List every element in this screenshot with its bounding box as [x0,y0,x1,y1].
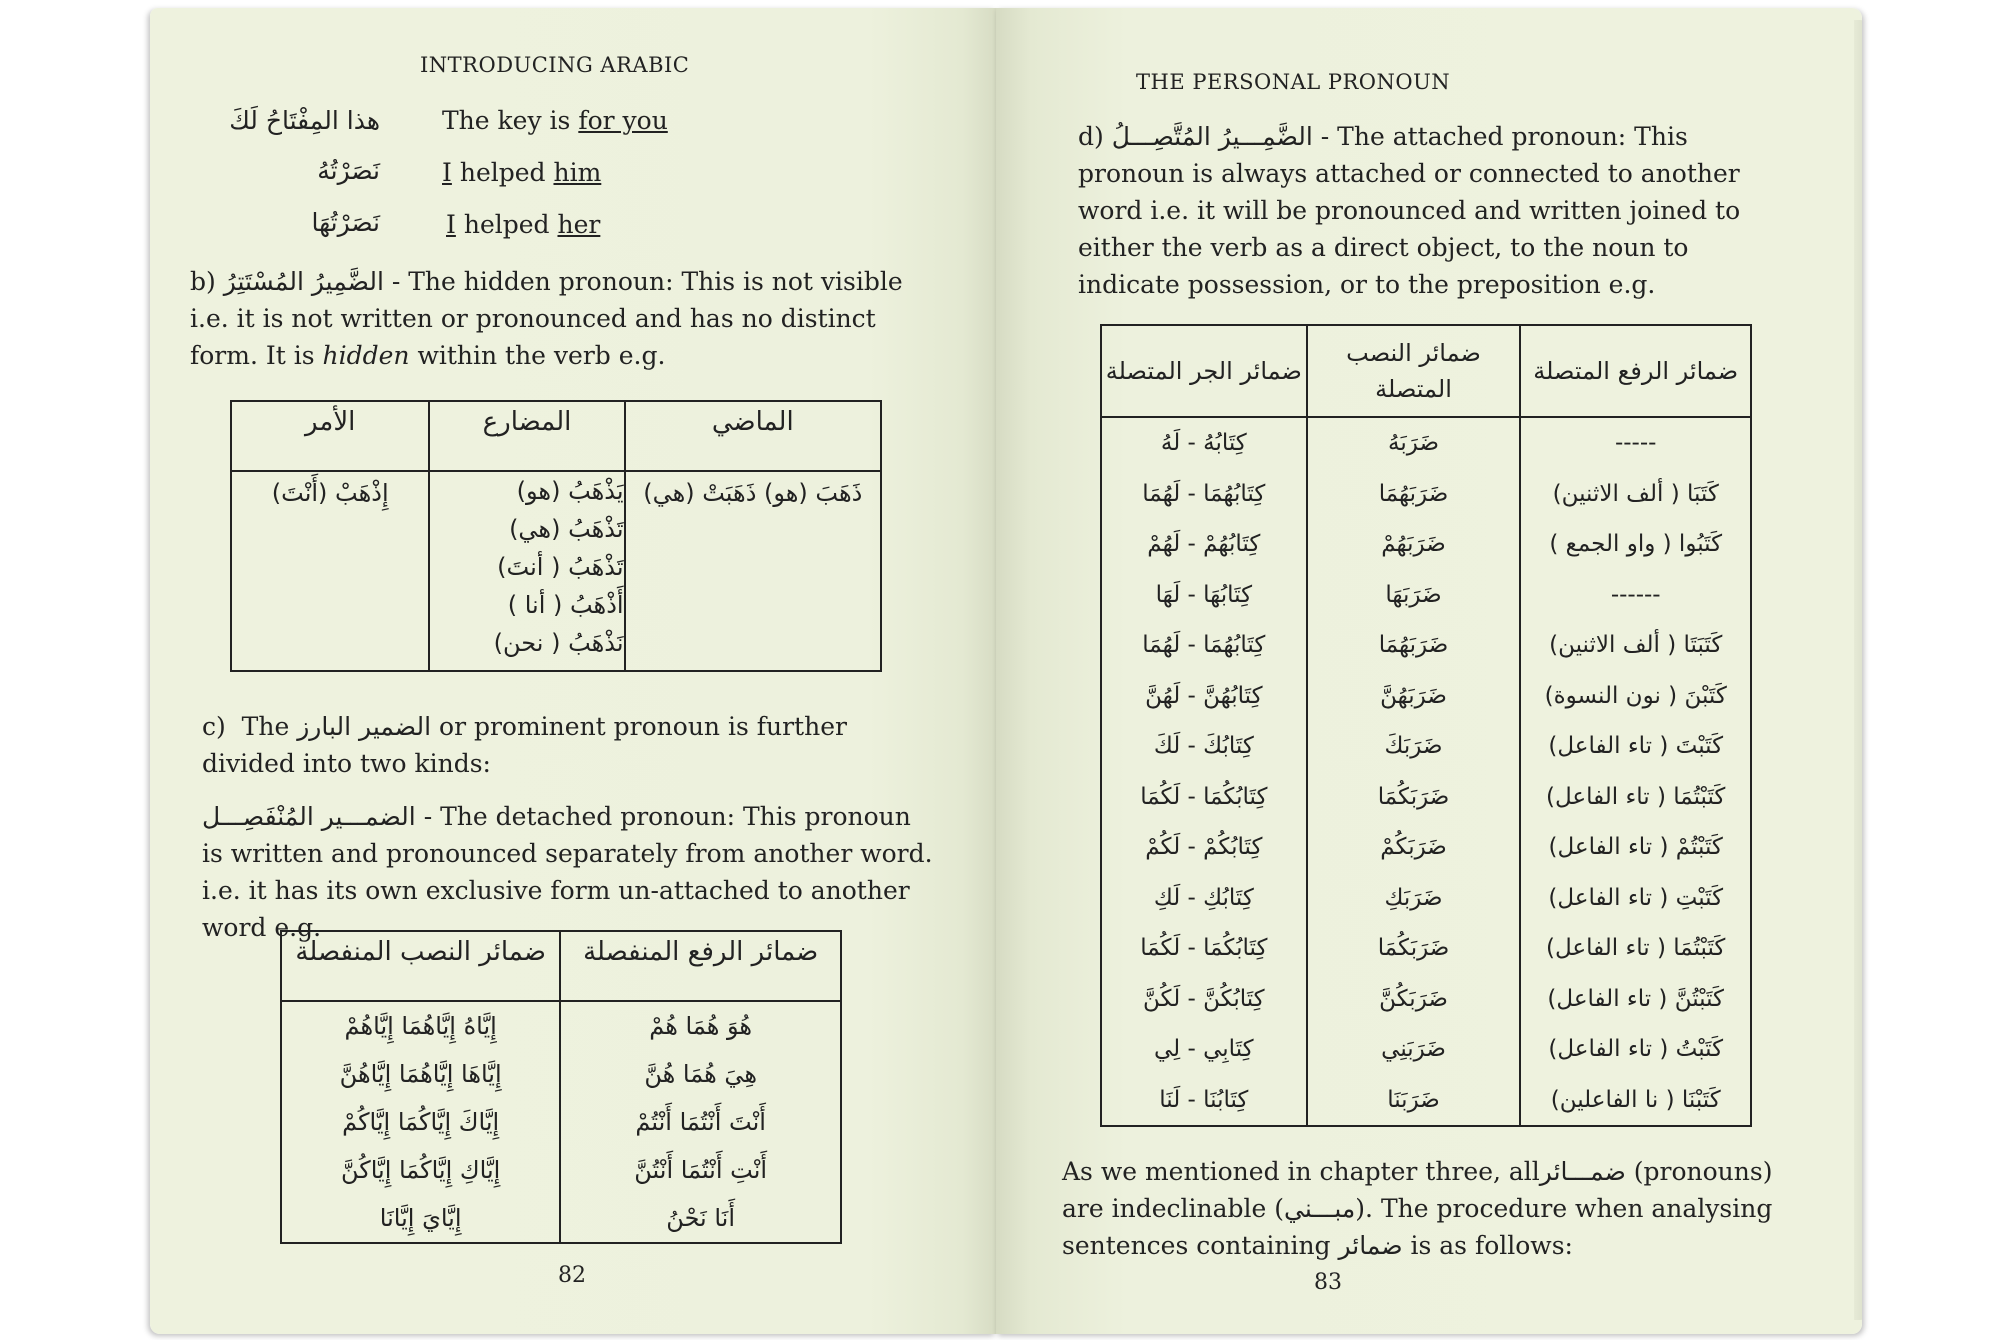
header-madi: الماضي [625,401,881,471]
header-nasb-detached: ضمائر النصب المنفصلة [281,931,560,1001]
nasb-attached-cell: ضَرَبَهُ ضَرَبَهُمَا ضَرَبَهُمْ ضَرَبَهَا ضَرَبَهُمَا ضَرَبَهُنَّ ضَرَبَكَ ضَرَبَكُمَا ضَرَبَكُمْ ضَرَبَكِ ضَرَبَكُمَا ضَرَبَكُنَّ ضَرَبَنِي ضَرَبَنَا [1307,417,1521,1126]
paragraph-analysis-procedure: As we mentioned in chapter three, allضمـــائر (pronouns) are indeclinable (مبـــني). The procedure when analysing sentences containing ضمائر is as follows: [1062,1157,1773,1260]
example-english: I helped him [442,158,602,187]
verb-tense-table [230,400,882,672]
raf-attached-cell: ----- كَتَبَا ( ألف الاثنين) كَتَبُوا ( واو الجمع ) ------ كَتَبَتَا ( ألف الاثنين) كَتَبْنَ ( نون النسوة) كَتَبْتَ ( تاء الفاعل) كَتَبْتُمَا ( تاء الفاعل) كَتَبْتُمْ ( تاء الفاعل) كَتَبْتِ ( تاء الفاعل) كَتَبْتُمَا ( تاء الفاعل) كَتَبْتُنَّ ( تاء الفاعل) كَتَبْتُ ( تاء الفاعل) كَتَبْنَا ( نا الفاعلين) [1520,417,1751,1126]
paragraph-hidden-pronoun: b) الضَّمِيرُ المُسْتَتِرُ - The hidden pronoun: This is not visible i.e. it is not written or pronounced and has no distinct form. It is hidden within the verb e.g. [190,267,903,370]
example-arabic: نَصَرْتُهَا [311,208,380,237]
header-nasb-attached: ضمائر النصب المتصلة [1307,325,1521,417]
header-amr: الأمر [231,401,429,471]
attached-pronoun-table [1100,324,1752,1127]
paragraph-prominent-pronoun: c) The الضمير البارز or prominent pronoun is further divided into two kinds: [202,712,847,778]
header-raf-attached: ضمائر الرفع المتصلة [1520,325,1751,417]
example-english: I helped her [446,210,601,239]
mudari-cell: يَذْهَبُ (هو) تَذْهَبُ (هي) تَذْهَبُ ( أنتَ) أَذْهَبُ ( أنا ) نَذْهَبُ ( نحن) [429,471,624,671]
paragraph-detached-pronoun: الضمـــير المُنْفَصِـــل - The detached pronoun: This pronoun is written and pronounced separately from another word. i.e. it has its own exclusive form un-attached to another word e.g. [202,802,933,942]
header-raf-detached: ضمائر الرفع المنفصلة [560,931,841,1001]
right-page [996,8,1862,1334]
amr-cell: إِذْهَبْ (أَنْتَ) [231,471,429,671]
jarr-attached-cell: كِتَابُهُ - لَهُ كِتَابُهُمَا - لَهُمَا كِتَابُهُمْ - لَهُمْ كِتَابُهَا - لَهَا كِتَابُهُمَا - لَهُمَا كِتَابُهُنَّ - لَهُنَّ كِتَابُكَ - لَكَ كِتَابُكُمَا - لَكُمَا كِتَابُكُمْ - لَكُمْ كِتَابُكِ - لَكِ كِتَابُكُمَا - لَكُمَا كِتَابُكُنَّ - لَكُنَّ كِتَابِي - لِي كِتَابُنَا - لَنَا [1101,417,1307,1126]
term-arabic: الضَّمِيرُ المُسْتَتِرُ [223,267,384,296]
raf-detached-cell: هُوَ هُمَا هُمْ هِيَ هُمَا هُنَّ أَنْتَ أَنْتُمَا أَنْتُمْ أَنْتِ أَنْتُمَا أَنْتُنَّ أَنَا نَحْنُ [560,1001,841,1243]
detached-pronoun-table [280,930,842,1244]
term-arabic: الضَّمِـــيرُ المُتَّصِـــلُ [1111,122,1313,151]
example-row [230,106,380,135]
nasb-detached-cell: إِيَّاهُ إِيَّاهُمَا إِيَّاهُمْ إِيَّاهَا إِيَّاهُمَا إِيَّاهُنَّ إِيَّاكَ إِيَّاكُمَا إِيَّاكُمْ إِيَّاكِ إِيَّاكُمَا إِيَّاكُنَّ إِيَّايَ إِيَّانَا [281,1001,560,1243]
page-number-left: 82 [558,1263,586,1288]
term-arabic: الضمـــير المُنْفَصِـــل [202,802,416,831]
page-edge [1854,20,1862,1320]
madi-cell: ذَهَبَ (هو) ذَهَبَتْ (هي) [625,471,881,671]
example-english: The key is for you [442,106,668,135]
header-jarr-attached: ضمائر الجر المتصلة [1101,325,1307,417]
term-arabic: الضمير البارز [297,712,432,741]
header-mudari: المضارع [429,401,624,471]
example-arabic: نَصَرْتُهُ [317,156,380,185]
page-number-right: 83 [1314,1270,1342,1295]
paragraph-attached-pronoun: d) الضَّمِـــيرُ المُتَّصِـــلُ - The attached pronoun: This pronoun is always attached or connected to another word i.e. it will be pronounced and written joined to either the verb as a direct object, to the noun to indicate possession, or to the preposition e.g. [1078,122,1741,299]
running-head-left: INTRODUCING ARABIC [420,53,690,77]
left-page [150,8,996,1334]
open-book [150,8,1862,1334]
running-head-right: THE PERSONAL PRONOUN [1136,70,1451,94]
example-arabic: هذا المِفْتَاحُ لَكَ [229,106,380,135]
example-row [230,208,380,237]
example-row [230,156,380,185]
